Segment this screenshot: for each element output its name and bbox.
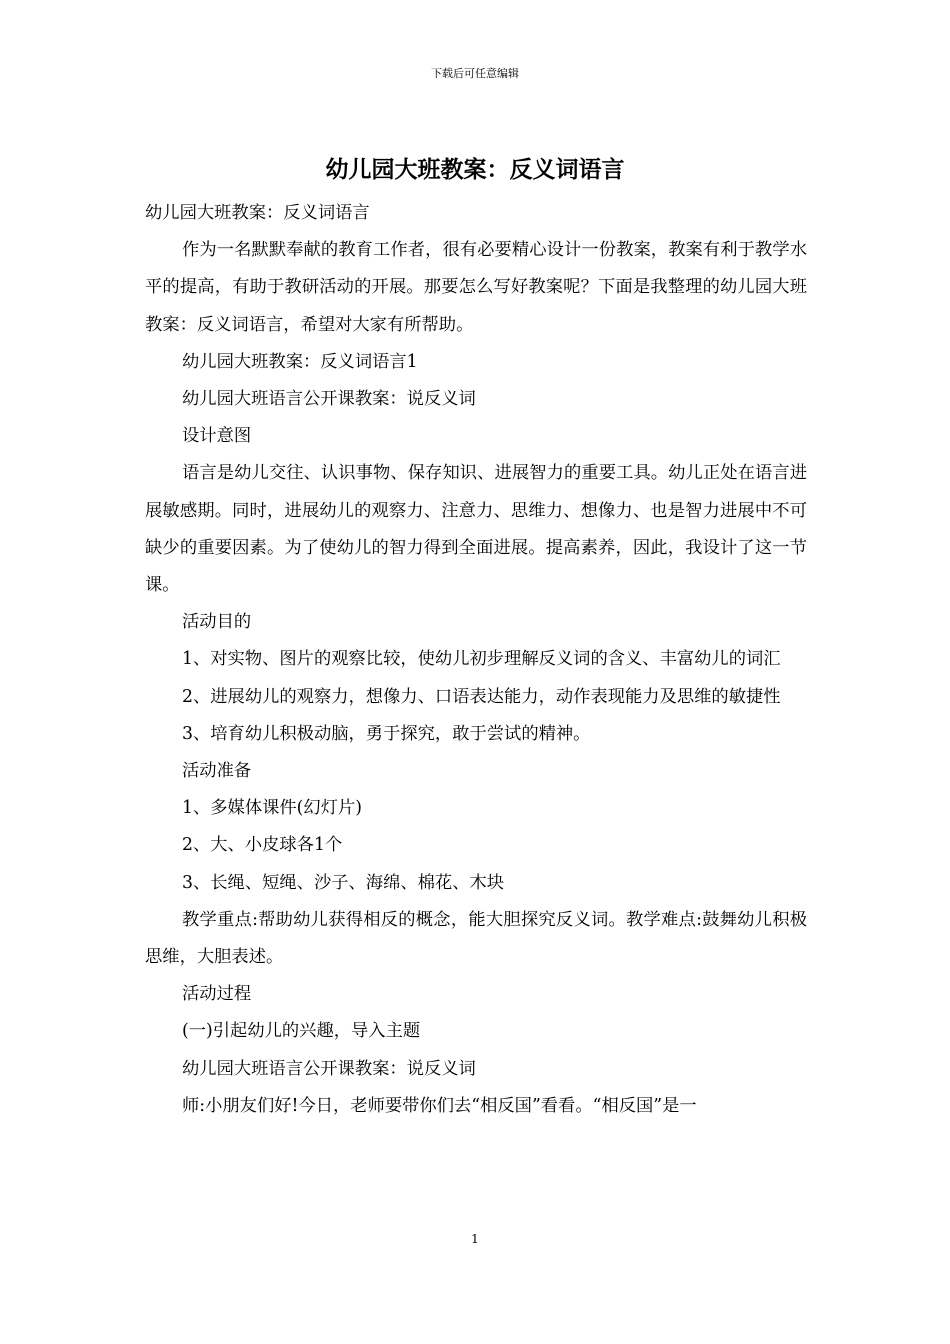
process-step: (一)引起幼儿的兴趣，导入主题: [182, 1021, 421, 1042]
goal-item: 2、进展幼儿的观察力，想像力、口语表达能力，动作表现能力及思维的敏捷性: [182, 686, 781, 707]
design-intent-paragraph: 语言是幼儿交往、认识事物、保存知识、进展智力的重要工具。幼儿正处在语言进展敏感期。同时，进展幼儿的观察力、注意力、思维力、想像力、也是智力进展中不可缺少的重要因素。为了使幼儿的智力得到全面进展。提高素养，因此，我设计了这一节课。: [145, 463, 807, 596]
dialogue-paragraph: 师:小朋友们好!今日，老师要带你们去“相反国”看看。“相反国”是一: [182, 1095, 697, 1116]
page-header: 下载后可任意编辑: [431, 67, 519, 80]
document-title: 幼儿园大班教案：反义词语言: [325, 156, 625, 183]
preparation-item: 3、长绳、短绳、沙子、海绵、棉花、木块: [182, 872, 505, 893]
section-heading: 活动目的: [182, 612, 252, 633]
section-heading: 设计意图: [182, 426, 252, 447]
section-heading: 幼儿园大班教案：反义词语言1: [182, 351, 418, 372]
section-heading: 活动准备: [182, 761, 252, 782]
lesson-title: 幼儿园大班语言公开课教案：说反义词: [182, 389, 476, 410]
intro-paragraph: 作为一名默默奉献的教育工作者，很有必要精心设计一份教案，教案有利于教学水平的提高，有助于教研活动的开展。那要怎么写好教案呢？下面是我整理的幼儿园大班教案：反义词语言，希望对大家有所帮助。: [145, 240, 807, 335]
document-body: [145, 195, 807, 1125]
goal-item: 3、培育幼儿积极动脑，勇于探究，敢于尝试的精神。: [182, 723, 591, 744]
section-heading: 活动过程: [182, 984, 252, 1005]
goal-item: 1、对实物、图片的观察比较，使幼儿初步理解反义词的含义、丰富幼儿的词汇: [182, 649, 781, 670]
preparation-item: 1、多媒体课件(幻灯片): [182, 798, 363, 819]
lesson-title: 幼儿园大班语言公开课教案：说反义词: [182, 1058, 476, 1079]
teaching-focus-paragraph: 教学重点:帮助幼儿获得相反的概念，能大胆探究反义词。教学难点:鼓舞幼儿积极思维，大胆表述。: [145, 909, 807, 968]
subtitle-line: 幼儿园大班教案：反义词语言: [145, 203, 370, 223]
page-number: 1: [471, 1232, 479, 1246]
preparation-item: 2、大、小皮球各1个: [182, 835, 343, 856]
